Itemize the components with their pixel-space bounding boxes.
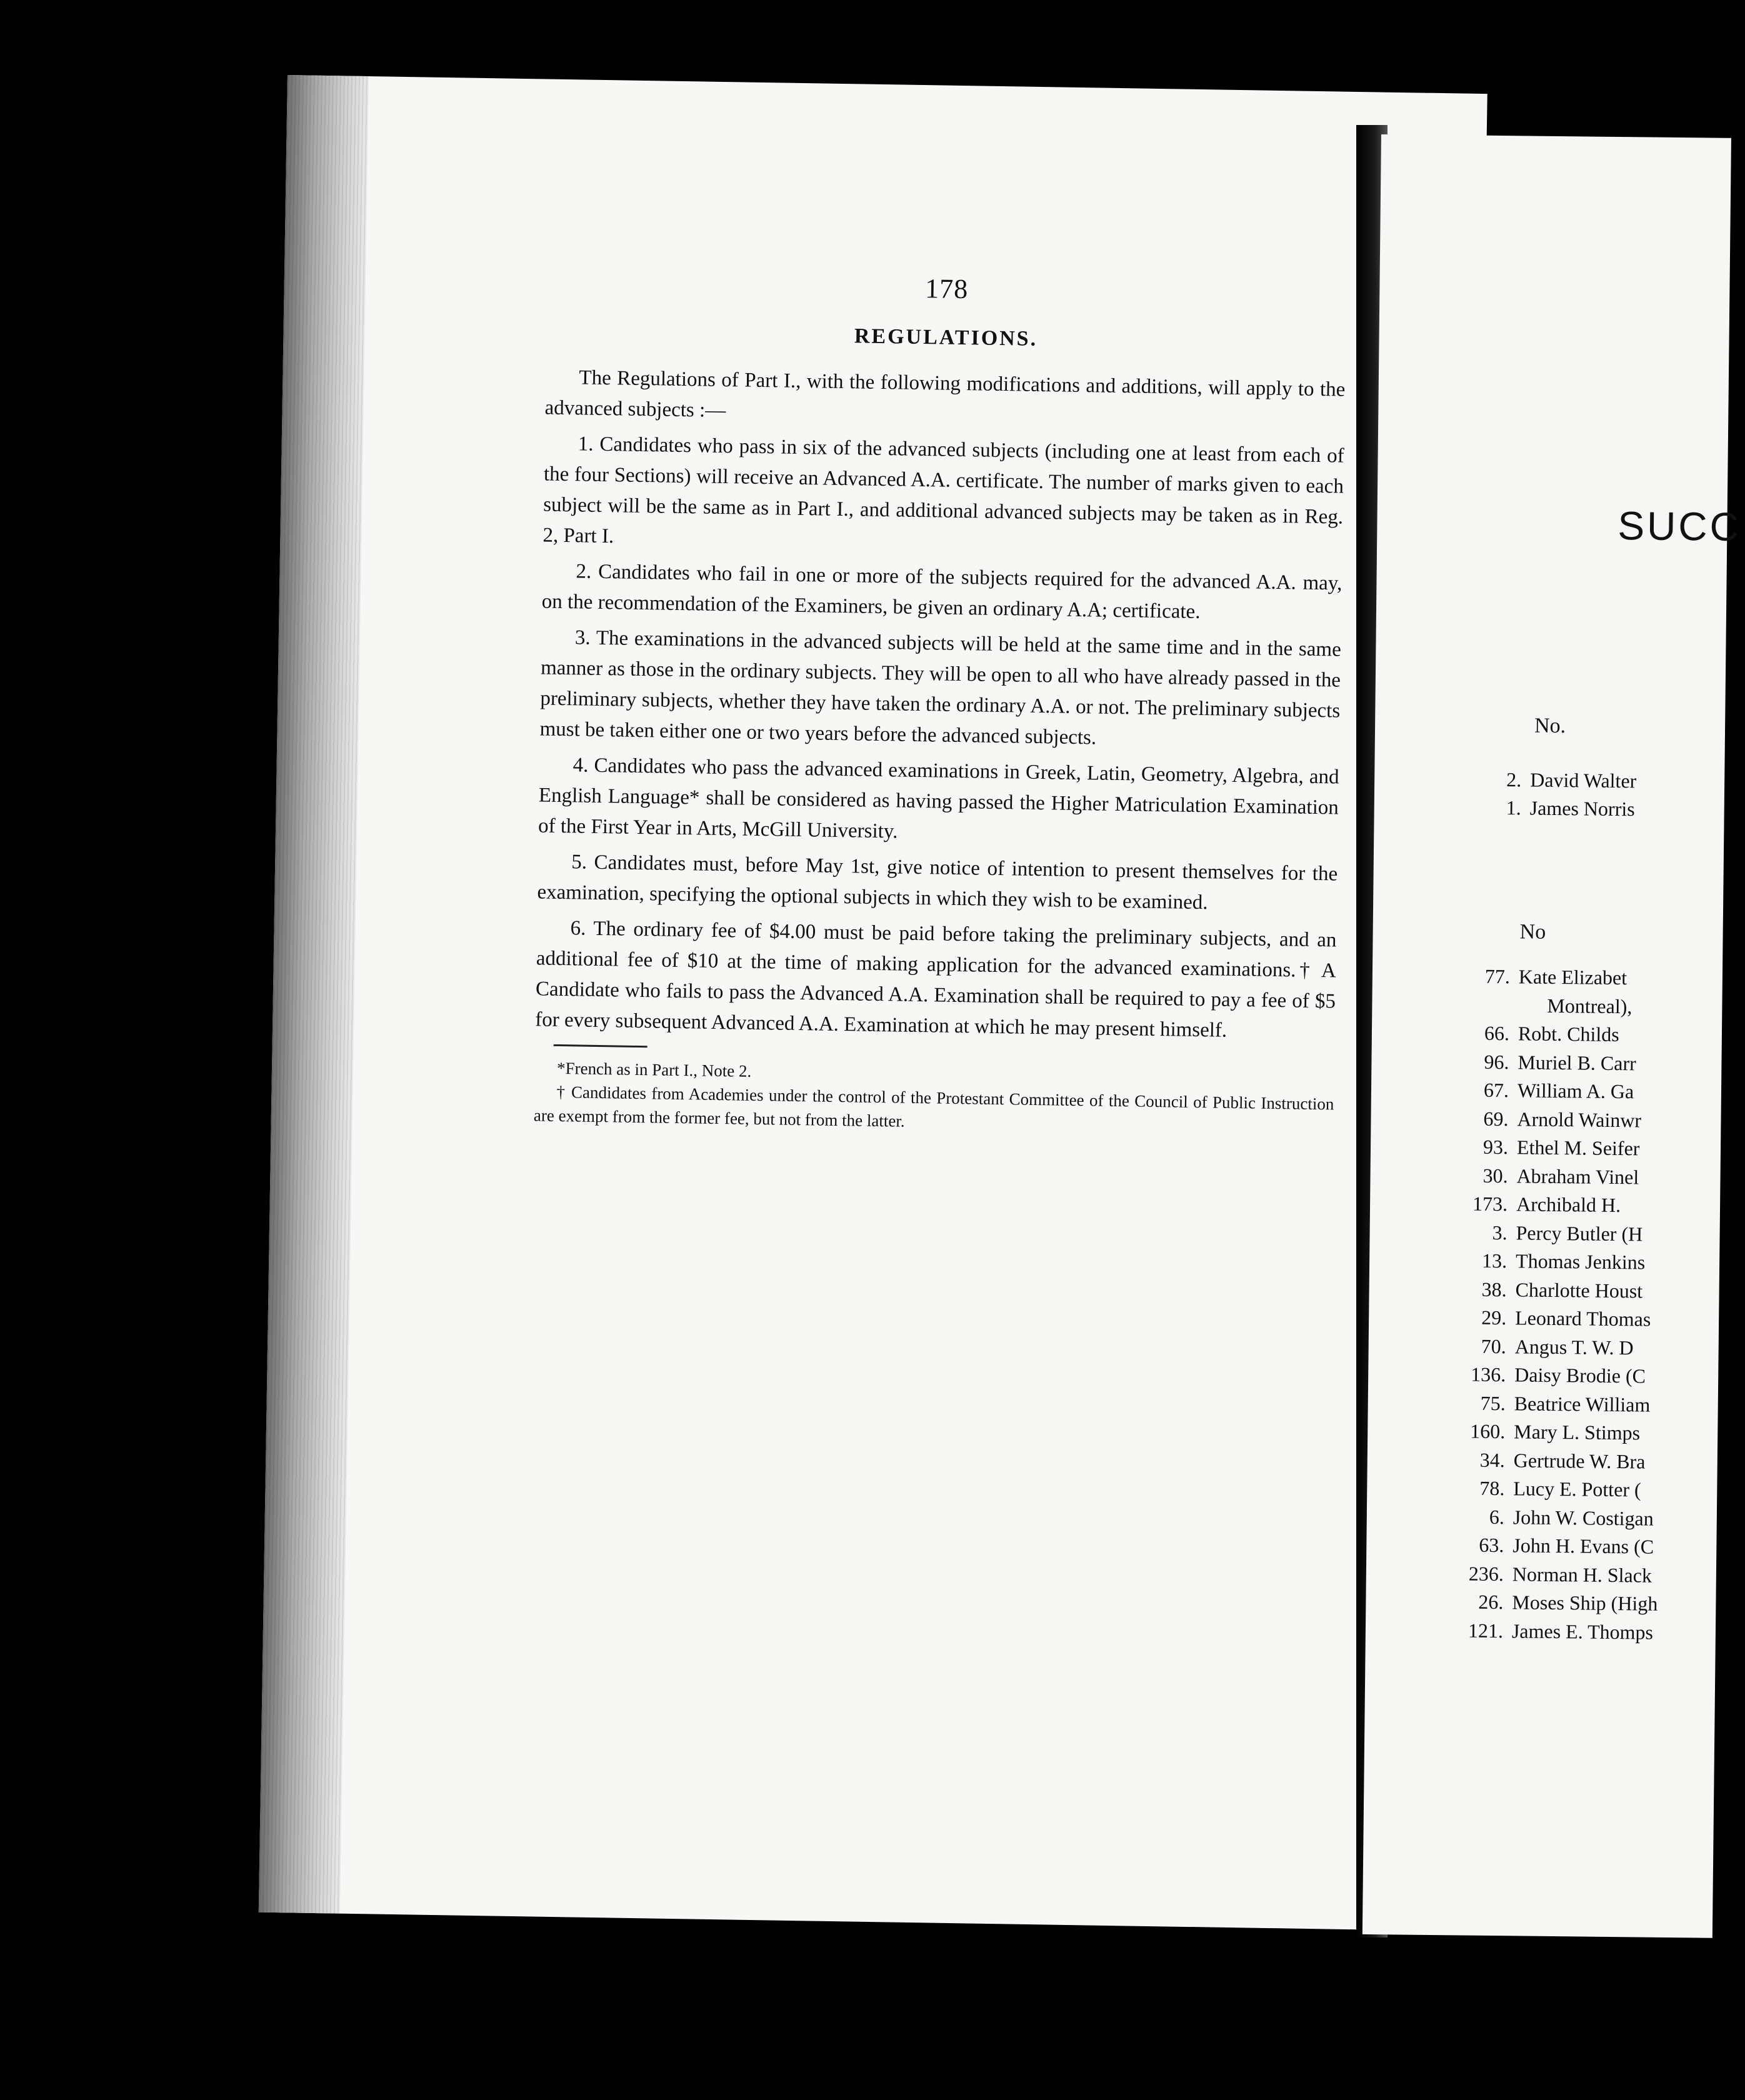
list-item-number: 236. [1468,1562,1504,1585]
list-item [1448,1561,1652,1588]
list-item [1449,1390,1651,1417]
list-item-name: Beatrice William [1514,1391,1651,1416]
list-item [1450,1333,1634,1360]
list-item [1465,794,1635,821]
list-item-number: 75. [1480,1391,1506,1414]
list-item [1452,1134,1640,1161]
list-item [1465,766,1637,793]
list-item [1449,1447,1646,1474]
list-item-name: Muriel B. Carr [1518,1050,1636,1074]
list-item [1451,1191,1621,1218]
list-item [1453,1020,1619,1047]
right-page [1362,134,1742,1938]
footnote-french: *French as in Part I., Note 2. [556,1058,752,1081]
list-item [1448,1504,1654,1531]
regulation-1: 1. Candidates who pass in six of the advanced subjects (including one at least from each of the four Sections) will receive an Advanced A.A. certificate. The number of marks given to each subject will be the same as in Part I., and additional advanced subjects may be taken as in Reg. 2, Part I. [542,432,1344,548]
regulation-2: 2. Candidates who fail in one or more of the subjects required for the advanced A.A. may, on the recommendation of the Examiners, be given an ordinary A.A; certificate. [541,560,1342,624]
list-item-name: Montreal), [1547,994,1632,1018]
list-item-number: 96. [1484,1050,1509,1073]
list-item-number: 2. [1506,768,1522,791]
list-item-name: Arnold Wainwr [1517,1107,1642,1131]
right-page-heading: SUCC [1618,502,1742,550]
list-item [1448,1532,1654,1559]
list-item-name: Charlotte Houst [1515,1278,1643,1302]
list-item [1453,992,1632,1019]
list-item [1451,1162,1639,1189]
list-item-name: John H. Evans (C [1512,1534,1654,1558]
footnote-divider [554,1044,648,1048]
footnote-academies: † Candidates from Academies under the control of the Protestant Committee of the Council of Public Instruction are exempt from the former fee, but not from the latter. [533,1082,1334,1131]
list-item-number: 26. [1478,1590,1504,1614]
list-item-name: Robt. Childs [1518,1022,1619,1046]
list-item-number: 1. [1506,796,1521,819]
list-item [1449,1361,1646,1388]
left-page [259,75,1488,1931]
list-item-name: Leonard Thomas [1514,1306,1651,1331]
list-item-name: Thomas Jenkins [1515,1249,1646,1274]
list-item-number: 160. [1470,1419,1506,1443]
list-item-name: James E. Thomps [1511,1619,1654,1644]
regulation-6: 6. The ordinary fee of $4.00 must be paid before taking the preliminary subjects, and an additional fee of $10 at the time of making application for the advanced examinations.† A Candidate who fails to pass the Advanced A.A. Examination shall be required to pay a fee of $5 for every subsequent Advanced A.A. Examination at which he may present himself. [535,917,1337,1042]
list-item-name: Moses Ship (High [1512,1591,1658,1615]
list-item-name: John W. Costigan [1512,1505,1654,1530]
list-item-number: 136. [1471,1362,1506,1386]
list-item-name: Abraham Vinel [1516,1164,1639,1188]
list-item-number: 29. [1481,1306,1507,1329]
list-item-number: 77. [1484,964,1511,988]
list-item-number: 69. [1483,1107,1509,1130]
page-number: 178 [924,273,969,305]
list-item [1450,1276,1642,1303]
left-page-text [534,267,1347,1140]
list-item-name: Angus T. W. D [1514,1334,1634,1359]
list-item-number: 6. [1489,1505,1505,1528]
list-item-name: Ethel M. Seifer [1516,1136,1640,1160]
list-item-number: 38. [1481,1278,1507,1301]
page-edge [259,75,369,1914]
list-item-number: 13. [1481,1249,1508,1272]
list-item-name: Percy Butler (H [1516,1221,1643,1245]
list-item [1451,1219,1642,1246]
list-item [1452,1077,1634,1104]
regulation-5: 5. Candidates must, before May 1st, give notice of intention to present themselves for the examination, specifying the optional subjects in which they wish to be examined. [537,851,1338,914]
list-item-name: James Norris [1529,796,1635,821]
intro-paragraph: The Regulations of Part I., with the following modifications and additions, will apply to the advanced subjects :— [544,366,1346,422]
list-item-number: 121. [1468,1619,1504,1642]
list-item [1449,1418,1640,1445]
list-item-number: 30. [1482,1164,1508,1187]
list-item-number: 173. [1472,1192,1508,1216]
list-item-number: 63. [1479,1533,1504,1557]
list-item [1451,1248,1645,1274]
list-item [1447,1589,1658,1616]
list-item-number: 3. [1492,1221,1508,1244]
list-item-number: 66. [1484,1021,1510,1045]
list-item [1447,1618,1653,1644]
list-item-name: Daisy Brodie (C [1514,1363,1646,1388]
list-item-number: 70. [1481,1334,1506,1358]
list-item-name: Archibald H. [1516,1192,1621,1217]
regulation-4: 4. Candidates who pass the advanced examinations in Greek, Latin, Geometry, Algebra, and English Language* shall be considered as having passed the Higher Matriculation Examination of the First Year in Arts, McGill University. [538,754,1339,843]
list-item-name: Gertrude W. Bra [1513,1448,1646,1473]
list-item-name: Kate Elizabet [1518,965,1628,989]
list-item-name: Lucy E. Potter ( [1513,1477,1641,1501]
list-item-number: 78. [1479,1476,1505,1500]
list-item [1450,1304,1651,1331]
list-item-number: 67. [1483,1078,1509,1102]
column-label-no: No. [1534,714,1566,738]
list-item-name: Norman H. Slack [1512,1562,1652,1587]
list-item-name: David Walter [1530,768,1637,792]
list-item-number: 93. [1482,1135,1509,1159]
list-item [1448,1475,1641,1502]
list-item-name: Mary L. Stimps [1514,1420,1641,1444]
page-heading: REGULATIONS. [854,324,1038,351]
list-item [1454,963,1628,990]
list-item [1452,1049,1636,1076]
regulation-3: 3. The examinations in the advanced subjects will be held at the same time and in the same manner as those in the ordinary subjects. They will be open to all who have already passed in the preliminary subjects, whether they have taken the ordinary A.A. or not. The preliminary subjects must be taken either one or two years before the advanced subjects. [539,626,1342,749]
column-label-no-2: No [1519,920,1546,944]
list-item-name: William A. Ga [1517,1079,1634,1103]
list-item-number: 34. [1479,1448,1505,1471]
list-item [1452,1106,1641,1132]
